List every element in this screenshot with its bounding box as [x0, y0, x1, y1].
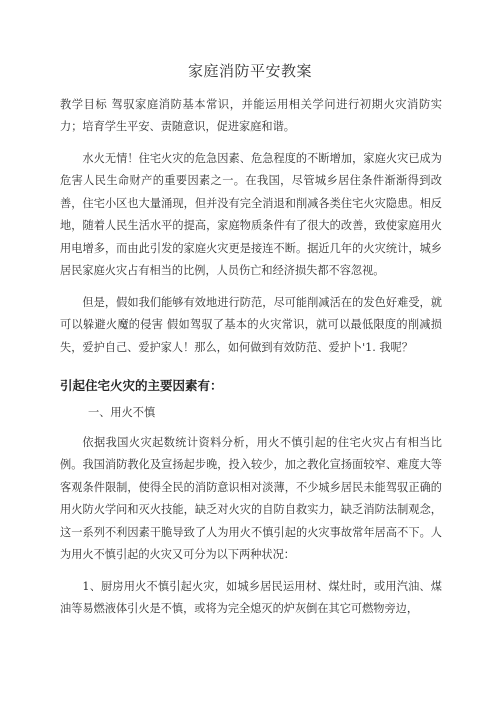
teaching-objective: 教学目标 驾驭家庭消防基本常识，并能运用相关学问进行初期火灾消防实力；培育学生平安、责随意识，促进家庭和谐。: [60, 98, 442, 134]
kitchen-fire-paragraph: 1、厨房用火不慎引起火灾，如城乡居民运用材、煤灶时，或用汽油、煤油等易燃液体引火是不慎，或将为完全熄灭的炉灰倒在其它可燃物旁边，: [60, 580, 442, 616]
prevention-paragraph: 但是，假如我们能够有效地进行防范，尽可能削减活在的发色好难受，就可以躲避火魔的侵害 假如驾驭了基本的火灾常识，就可以最低限度的削减损失，爱护自己、爱护家人！那么，如何做到有效防范、爱护卜'1. 我呢？: [60, 296, 442, 354]
careless-fire-paragraph: 依据我国火灾起数统计资料分析，用火不慎引起的住宅火灾占有相当比例。我国消防教化及宣扬起步晚，投入较少，加之教化宣扬面较窄、难度大等客观条件限制，使得全民的消防意识相对淡薄，不少城乡居民未能驾驭正确的用火防火学问和灭火技能，缺乏对火灾的自防自救实力，缺乏消防法制观念，这一系列不利因素干脆导致了人为用火不慎引起的火灾事故常年居高不下。人为用火不慎引起的火灾又可分为以下两种状况：: [60, 436, 442, 562]
page-title: 家庭消防平安教案: [187, 62, 312, 80]
subsection-title: 一、用火不慎: [88, 406, 156, 419]
intro-paragraph: 水火无情！住宅火灾的危急因素、危急程度的不断增加，家庭火灾已成为危害人民生命财产的重要因素之一。在我国，尽管城乡居住条件渐渐得到改善，住宅小区也大量涌现，但并没有完全消退和削减各类住宅火灾隐患。相反地，随着人民生活水平的提高，家庭物质条件有了很大的改善，致使家庭用火用电增多，而由此引发的家庭火灾更是接连不断。据近几年的火灾统计，城乡居民家庭火灾占有相当的比例，人员伤亡和经济损失都不容忽视。: [60, 152, 442, 278]
section-heading: 引起住宅火灾的主要因素有：: [60, 378, 223, 393]
